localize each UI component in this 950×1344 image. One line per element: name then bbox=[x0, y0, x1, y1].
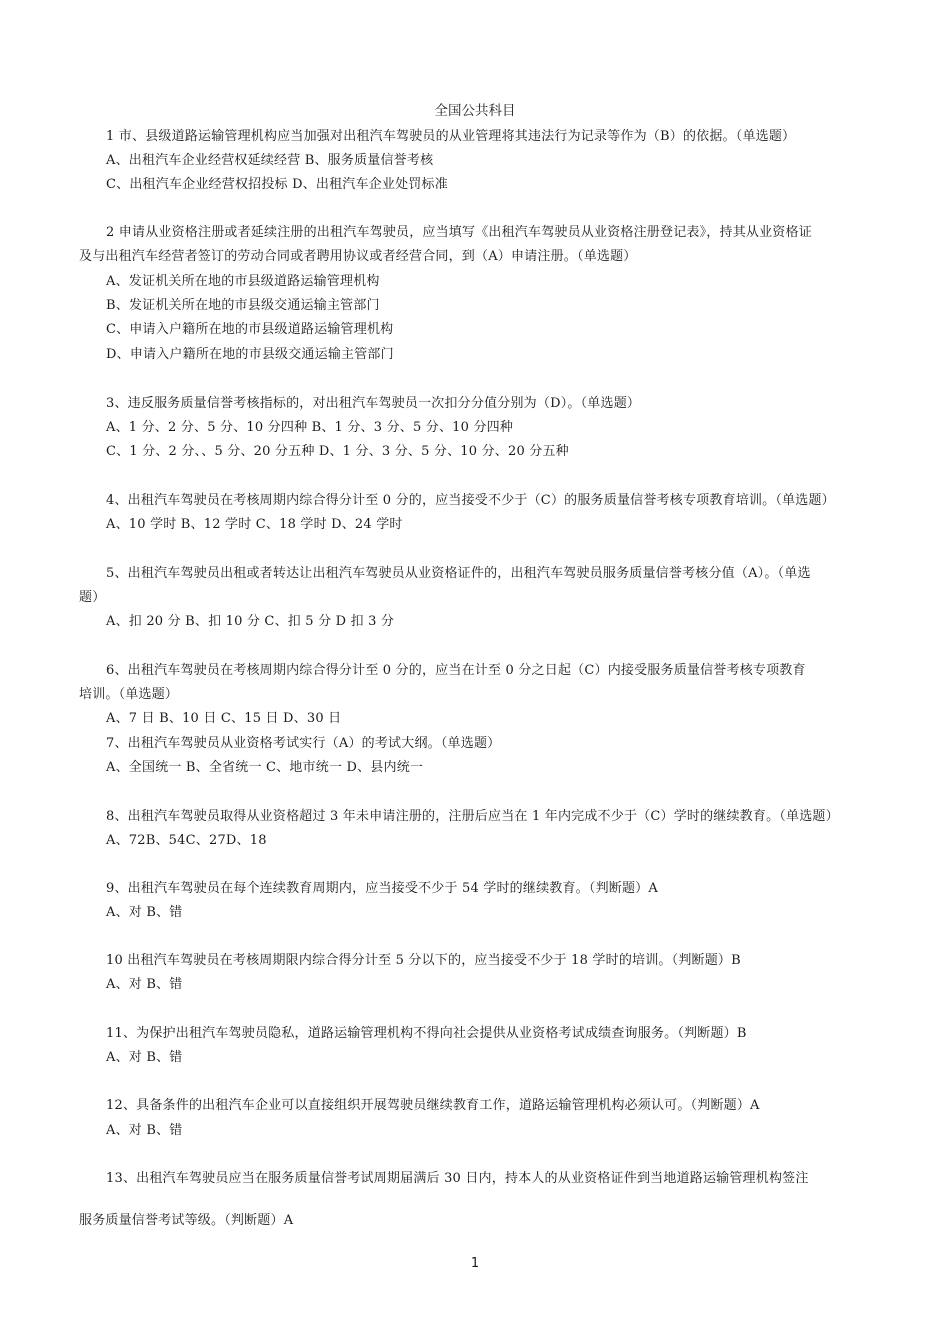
question-12: 12、具备条件的出租汽车企业可以直接组织开展驾驶员继续教育工作，道路运输管理机构必须认可。（判断题）A bbox=[106, 1098, 760, 1113]
question-6-line-1: 6、出租汽车驾驶员在考核周期内综合得分计至 0 分的，应当在计至 0 分之日起（C）内接受服务质量信誉考核专项教育 bbox=[106, 663, 806, 678]
question-11-options: A、对 B、错 bbox=[106, 1050, 183, 1065]
question-5-line-1: 5、出租汽车驾驶员出租或者转达让出租汽车驾驶员从业资格证件的，出租汽车驾驶员服务质量信誉考核分值（A）。（单选 bbox=[106, 566, 811, 581]
question-1-options-ab: A、出租汽车企业经营权延续经营 B、服务质量信誉考核 bbox=[106, 153, 434, 168]
question-6-line-2: 培训。（单选题） bbox=[79, 687, 179, 702]
question-2-option-a: A、发证机关所在地的市县级道路运输管理机构 bbox=[106, 274, 380, 289]
question-3: 3、违反服务质量信誉考核指标的，对出租汽车驾驶员一次扣分分值分别为（D）。（单选题） bbox=[106, 396, 641, 411]
question-3-options-cd: C、1 分、2 分、、5 分、20 分五种 D、1 分、3 分、5 分、10 分、20 分五种 bbox=[106, 444, 569, 459]
question-8-options: A、72B、54C、27D、18 bbox=[106, 833, 267, 848]
question-5-line-2: 题） bbox=[79, 590, 106, 605]
question-1: 1 市、县级道路运输管理机构应当加强对出租汽车驾驶员的从业管理将其违法行为记录等作为（B）的依据。（单选题） bbox=[106, 129, 796, 144]
question-8: 8、出租汽车驾驶员取得从业资格超过 3 年未申请注册的，注册后应当在 1 年内完成不少于（C）学时的继续教育。（单选题） bbox=[106, 809, 839, 824]
page-number: 1 bbox=[470, 1256, 480, 1271]
question-10: 10 出租汽车驾驶员在考核周期限内综合得分计至 5 分以下的，应当接受不少于 18 学时的培训。（判断题）B bbox=[106, 953, 741, 968]
question-2-line-2: 及与出租汽车经营者签订的劳动合同或者聘用协议或者经营合同，到（A）申请注册。（单选题） bbox=[79, 249, 637, 264]
question-9-options: A、对 B、错 bbox=[106, 905, 183, 920]
question-13-line-2: 服务质量信誉考试等级。（判断题）A bbox=[79, 1213, 294, 1228]
question-9: 9、出租汽车驾驶员在每个连续教育周期内，应当接受不少于 54 学时的继续教育。（判断题）A bbox=[106, 881, 658, 896]
question-2-line-1: 2 申请从业资格注册或者延续注册的出租汽车驾驶员，应当填写《出租汽车驾驶员从业资格注册登记表》，持其从业资格证 bbox=[106, 225, 812, 240]
question-7: 7、出租汽车驾驶员从业资格考试实行（A）的考试大纲。（单选题） bbox=[106, 736, 501, 751]
question-7-options: A、全国统一 B、全省统一 C、地市统一 D、县内统一 bbox=[106, 760, 424, 775]
question-3-options-ab: A、1 分、2 分、5 分、10 分四种 B、1 分、3 分、5 分、10 分四种 bbox=[106, 420, 514, 435]
question-6-options: A、7 日 B、10 日 C、15 日 D、30 日 bbox=[106, 711, 342, 726]
question-2-option-b: B、发证机关所在地的市县级交通运输主管部门 bbox=[106, 298, 380, 313]
question-11: 11、为保护出租汽车驾驶员隐私，道路运输管理机构不得向社会提供从业资格考试成绩查询服务。（判断题）B bbox=[106, 1026, 747, 1041]
question-1-options-cd: C、出租汽车企业经营权招投标 D、出租汽车企业处罚标准 bbox=[106, 177, 448, 192]
question-4-options: A、10 学时 B、12 学时 C、18 学时 D、24 学时 bbox=[106, 517, 403, 532]
question-12-options: A、对 B、错 bbox=[106, 1123, 183, 1138]
question-10-options: A、对 B、错 bbox=[106, 977, 183, 992]
document-title: 全国公共科目 bbox=[434, 103, 516, 119]
question-2-option-d: D、申请入户籍所在地的市县级交通运输主管部门 bbox=[106, 347, 394, 362]
question-2-option-c: C、申请入户籍所在地的市县级道路运输管理机构 bbox=[106, 322, 394, 337]
question-13-line-1: 13、出租汽车驾驶员应当在服务质量信誉考试周期届满后 30 日内，持本人的从业资格证件到当地道路运输管理机构签注 bbox=[106, 1171, 809, 1186]
question-4: 4、出租汽车驾驶员在考核周期内综合得分计至 0 分的，应当接受不少于（C）的服务质量信誉考核专项教育培训。（单选题） bbox=[106, 493, 835, 508]
question-5-options: A、扣 20 分 B、扣 10 分 C、扣 5 分 D 扣 3 分 bbox=[106, 614, 395, 629]
